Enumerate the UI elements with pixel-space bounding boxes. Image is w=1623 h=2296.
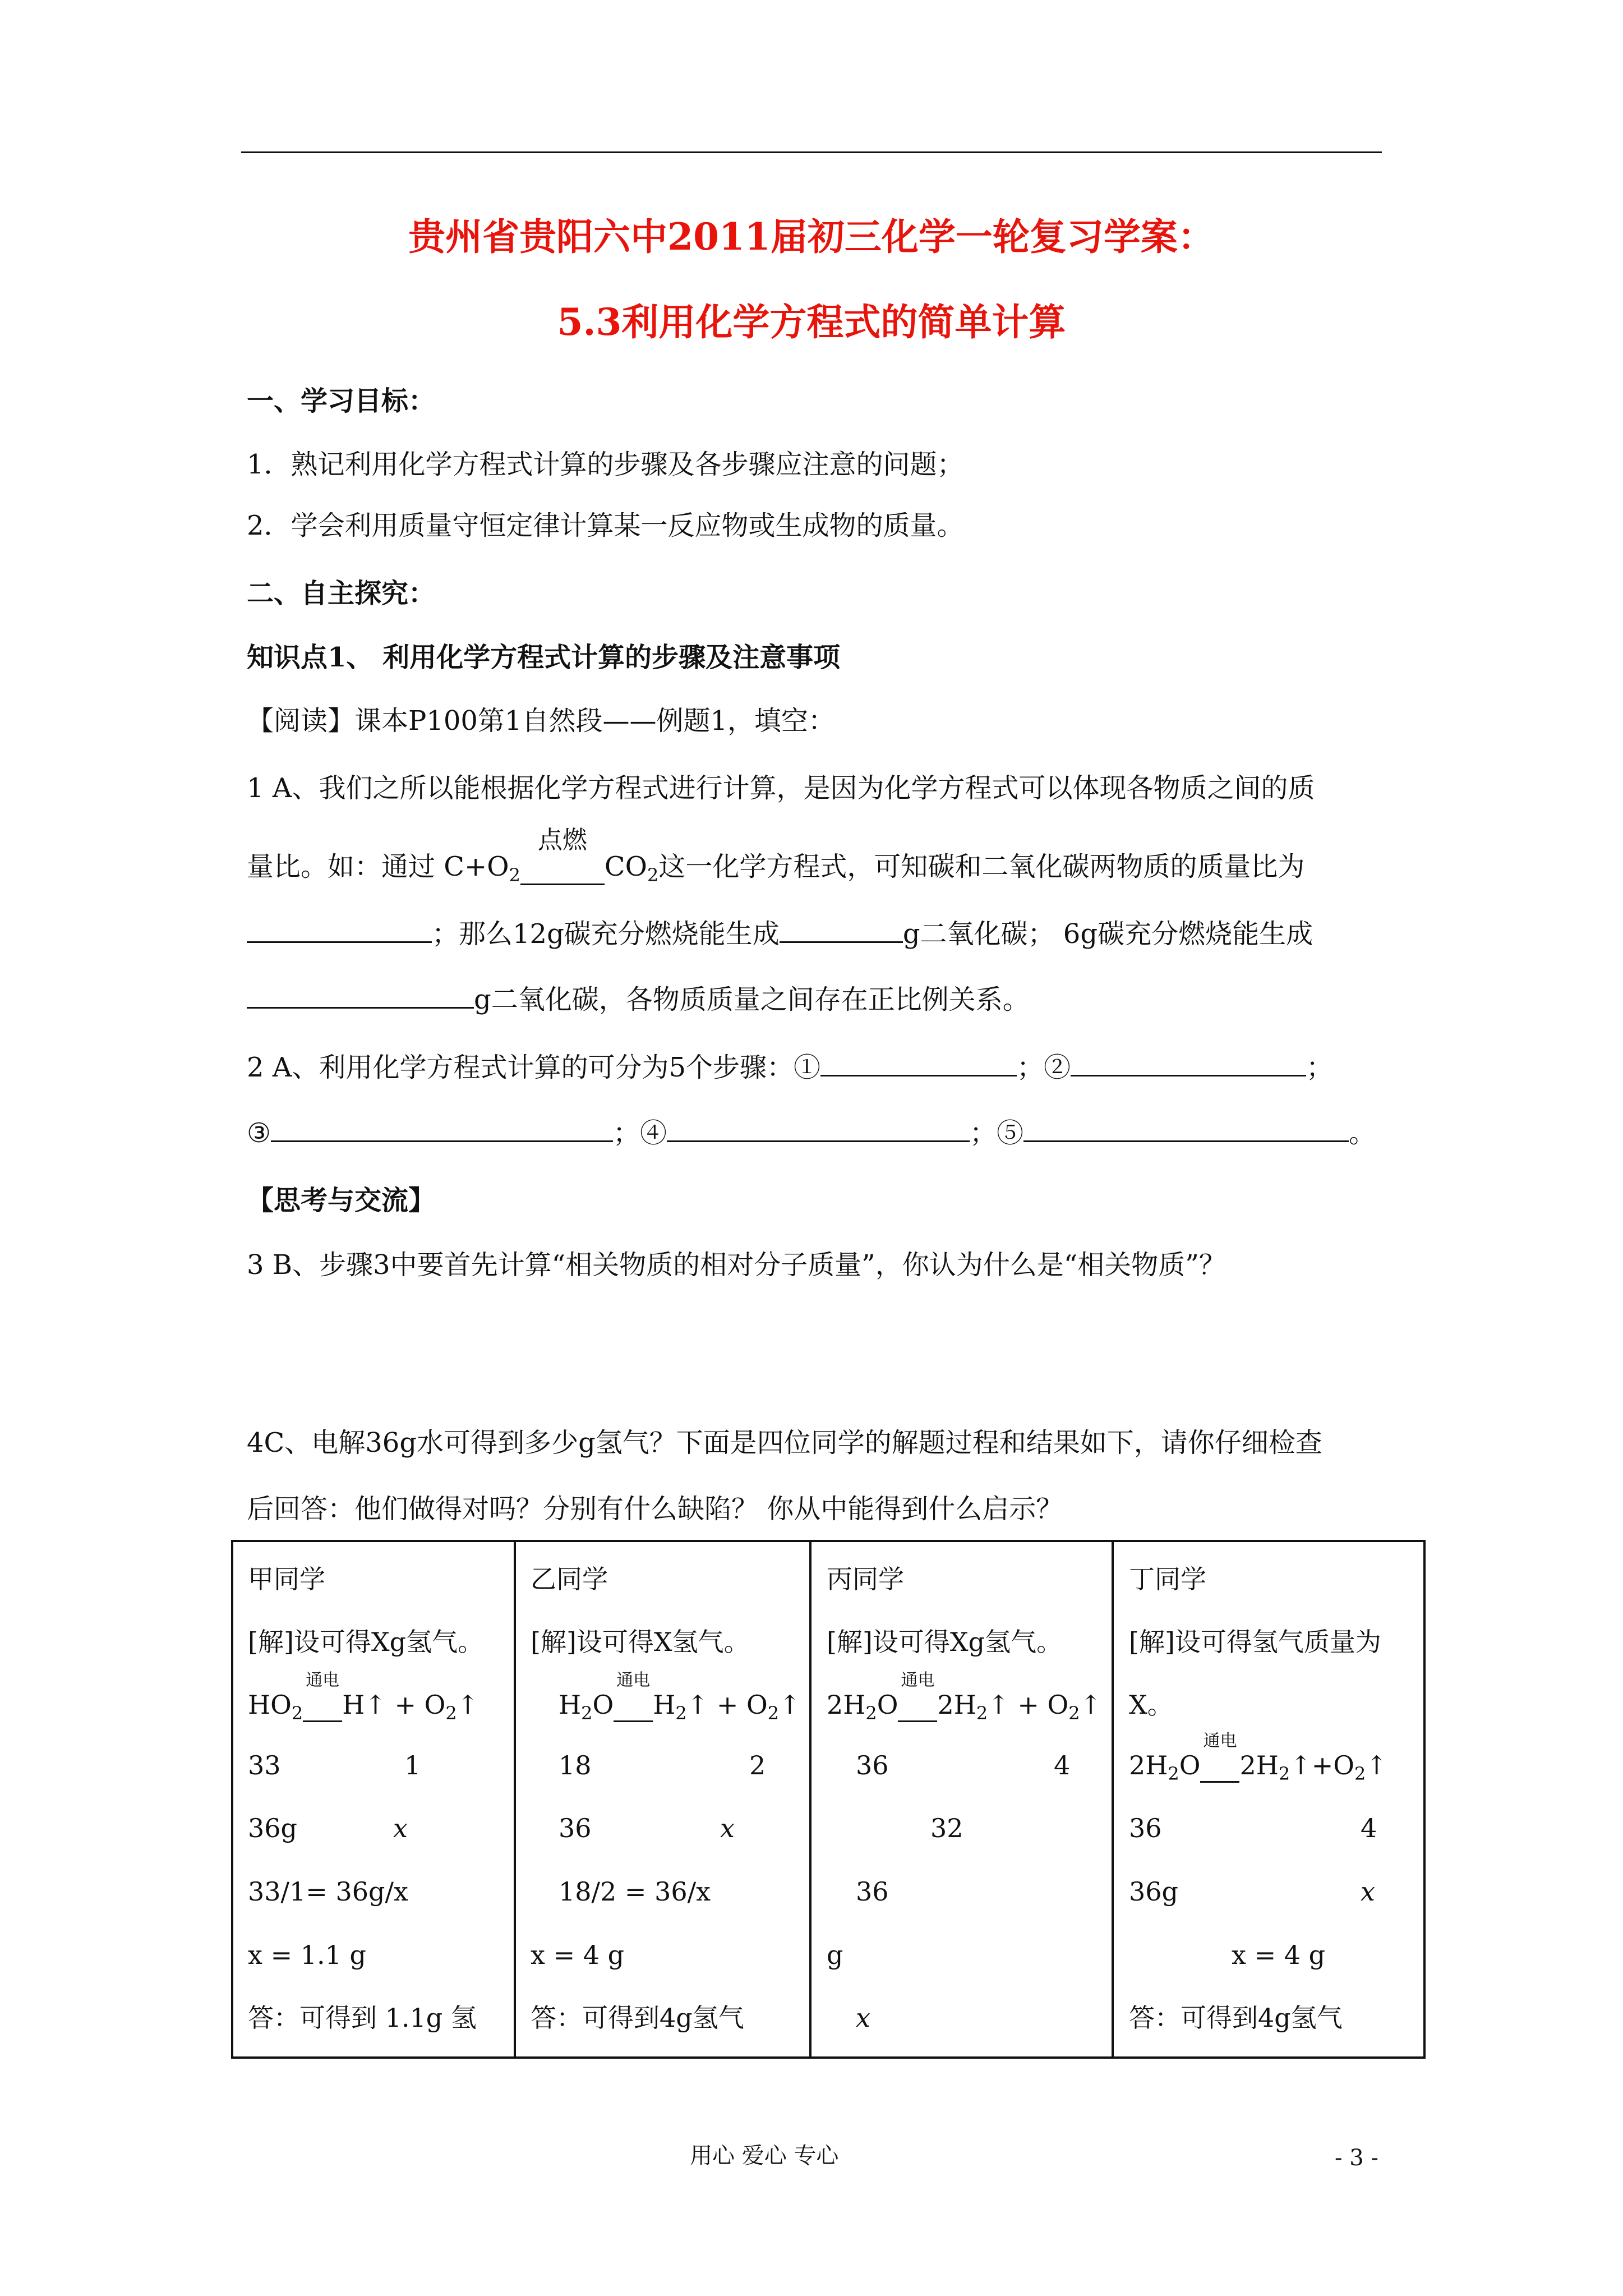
ding-r2b: x xyxy=(1361,1876,1375,1907)
ding-eq-b: O xyxy=(1179,1750,1201,1780)
bing-eq-d-sub: 2 xyxy=(1068,1703,1080,1724)
jia-r2a: 36g xyxy=(248,1813,297,1843)
q2-end-1: ； xyxy=(1306,1052,1334,1083)
q1-sub-co2: 2 xyxy=(647,864,659,886)
student-yi-name: 乙同学 xyxy=(531,1564,608,1594)
yi-eq-rhs: H xyxy=(653,1690,676,1720)
reading-instruction xyxy=(247,704,835,738)
q2-text-pre: 2 A、利用化学方程式计算的可分为5个步骤：① xyxy=(247,1052,821,1083)
question-2-line-1 xyxy=(247,1051,1333,1084)
yi-r1a: 18 xyxy=(559,1750,592,1780)
column-divider-3 xyxy=(811,1542,1114,2056)
ding-eq-a: 2H xyxy=(1129,1750,1168,1780)
student-jia-name: 甲同学 xyxy=(248,1564,325,1594)
student-yi-assume: [解]设可得X氢气。 xyxy=(531,1627,750,1657)
ding-eq-d: ↑+O xyxy=(1290,1750,1355,1780)
question-1-line-2 xyxy=(247,826,1305,892)
ding-answer: 答：可得到4g氢气 xyxy=(1129,2003,1343,2033)
jia-result: x = 1.1 g xyxy=(248,1940,366,1970)
page-subtitle: 5.3利用化学方程式的简单计算 xyxy=(557,300,1066,344)
question-2-line-2 xyxy=(247,1116,1376,1150)
jia-electrolysis-arrow xyxy=(303,1671,342,1722)
yi-eq-rhs-sub2: 2 xyxy=(767,1703,780,1724)
think-heading: 【思考与交流】 xyxy=(247,1185,436,1216)
bing-r1b: 4 xyxy=(1054,1750,1071,1780)
combustion-arrow xyxy=(520,826,605,885)
page-number: - 3 - xyxy=(1335,2145,1378,2171)
yi-r2b: x xyxy=(720,1813,735,1843)
student-jia-equation xyxy=(248,1671,479,1729)
student-ding-name: 丁同学 xyxy=(1129,1564,1206,1594)
q1-sub-o2: 2 xyxy=(509,864,520,886)
ding-eq-a-sub: 2 xyxy=(1168,1763,1179,1784)
ding-r1a: 36 xyxy=(1129,1813,1162,1843)
yi-answer: 答：可得到4g氢气 xyxy=(531,2003,744,2033)
question-3: 3 B、步骤3中要首先计算“相关物质的相对分子质量”，你认为什么是“相关物质”？ xyxy=(247,1249,1226,1281)
goal-1: 1．熟记利用化学方程式计算的步骤及各步骤应注意的问题； xyxy=(247,449,964,480)
ding-eq-tail: ↑ xyxy=(1366,1750,1387,1780)
bing-r4: g xyxy=(827,1940,843,1970)
reading-text: 【阅读】课本P100第1自然段——例题1，填空： xyxy=(247,705,835,737)
student-yi-equation xyxy=(559,1671,801,1729)
footer-motto: 用心 爱心 专心 xyxy=(690,2143,839,2169)
knowledge-point-1: 知识点1、 利用化学方程式计算的步骤及注意事项 xyxy=(247,642,841,673)
jia-eq-rhs: H↑ + O xyxy=(342,1690,446,1720)
blank-co2-6g[interactable] xyxy=(247,983,474,1009)
jia-r2b: x xyxy=(393,1813,408,1843)
yi-ratio: 18/2 = 36/x xyxy=(559,1876,711,1907)
q1-line4-post: g二氧化碳，各物质质量之间存在正比例关系。 xyxy=(474,984,1030,1015)
bing-eq-a: 2H xyxy=(827,1690,866,1720)
blank-mass-ratio[interactable] xyxy=(247,918,432,943)
student-ding-assume-2: X。 xyxy=(1129,1690,1173,1720)
yi-eq-tail: ↑ xyxy=(779,1690,801,1720)
bing-r2: 32 xyxy=(930,1813,963,1843)
q2-end-2: 。 xyxy=(1349,1117,1376,1149)
yi-condition: 通电 xyxy=(616,1671,651,1690)
question-4-line-2: 后回答：他们做得对吗？分别有什么缺陷？ 你从中能得到什么启示？ xyxy=(247,1493,1063,1525)
header-rule xyxy=(241,151,1382,153)
ding-eq-d-sub: 2 xyxy=(1354,1763,1366,1784)
jia-r1a: 33 xyxy=(248,1750,281,1780)
page-title: 贵州省贵阳六中2011届初三化学一轮复习学案： xyxy=(408,215,1215,259)
ding-eq-c: 2H xyxy=(1239,1750,1279,1780)
jia-answer: 答：可得到 1.1g 氢 xyxy=(248,2003,477,2033)
ding-eq-c-sub: 2 xyxy=(1278,1763,1290,1784)
jia-eq-lhs: HO xyxy=(248,1690,292,1720)
ding-result: x = 4 g xyxy=(1232,1940,1326,1970)
question-1-line-4 xyxy=(247,983,1030,1016)
jia-condition: 通电 xyxy=(306,1671,340,1690)
goals-heading: 一、学习目标： xyxy=(247,385,436,417)
question-1-line-3 xyxy=(247,917,1313,951)
bing-r5: x xyxy=(856,2003,870,2033)
column-divider-1 xyxy=(233,1542,516,2056)
blank-co2-12g[interactable] xyxy=(780,918,903,943)
jia-eq-rhs-sub: 2 xyxy=(445,1703,457,1724)
bing-eq-c-sub: 2 xyxy=(976,1703,988,1724)
q1-product: CO xyxy=(604,851,647,882)
blank-step-4[interactable] xyxy=(667,1117,970,1142)
yi-r1b: 2 xyxy=(749,1750,766,1780)
blank-step-3[interactable] xyxy=(271,1117,613,1142)
bing-electrolysis-arrow xyxy=(898,1671,937,1722)
q1-line3-post: g二氧化碳； 6g碳充分燃烧能生成 xyxy=(902,918,1313,950)
bing-r1a: 36 xyxy=(856,1750,889,1780)
blank-step-5[interactable] xyxy=(1023,1117,1349,1142)
combustion-condition: 点燃 xyxy=(537,826,587,854)
bing-eq-d: ↑ + O xyxy=(988,1690,1069,1720)
bing-r3: 36 xyxy=(856,1876,889,1907)
yi-r2a: 36 xyxy=(559,1813,592,1843)
yi-eq-rhs2: ↑ + O xyxy=(686,1690,768,1720)
question-1-line-1: 1 A、我们之所以能根据化学方程式进行计算，是因为化学方程式可以体现各物质之间的质 xyxy=(247,772,1315,804)
question-4-line-1: 4C、电解36g水可得到多少g氢气？下面是四位同学的解题过程和结果如下，请你仔细检查 xyxy=(247,1427,1322,1458)
student-jia-assume: [解]设可得Xg氢气。 xyxy=(248,1627,484,1657)
q2-sep-2: ；② xyxy=(1017,1052,1071,1083)
bing-eq-c: 2H xyxy=(937,1690,976,1720)
student-bing-equation xyxy=(827,1671,1102,1729)
goal-2: 2．学会利用质量守恒定律计算某一反应物或生成物的质量。 xyxy=(247,510,964,541)
yi-eq-rhs-sub: 2 xyxy=(675,1703,687,1724)
jia-ratio: 33/1= 36g/x xyxy=(248,1876,408,1907)
bing-eq-tail: ↑ xyxy=(1080,1690,1102,1720)
student-bing-assume: [解]设可得Xg氢气。 xyxy=(827,1627,1063,1657)
ding-r1b: 4 xyxy=(1361,1813,1377,1843)
jia-eq-tail: ↑ xyxy=(457,1690,479,1720)
yi-eq-lhs-sub: 2 xyxy=(581,1703,593,1724)
q1-text-post: 这一化学方程式，可知碳和二氧化碳两物质的质量比为 xyxy=(658,851,1305,882)
column-divider-2 xyxy=(516,1542,811,2056)
student-bing-name: 丙同学 xyxy=(827,1564,904,1594)
q1-line3-mid: ；那么12g碳充分燃烧能生成 xyxy=(432,918,780,950)
student-ding-assume-1: [解]设可得氢气质量为 xyxy=(1129,1627,1381,1657)
yi-result: x = 4 g xyxy=(531,1940,625,1970)
yi-eq-lhs: H xyxy=(559,1690,582,1720)
yi-eq-lhs2: O xyxy=(592,1690,614,1720)
q2-step-5-mark: ；⑤ xyxy=(970,1117,1024,1149)
student-ding-equation xyxy=(1129,1731,1387,1789)
jia-eq-lhs-sub: 2 xyxy=(291,1703,303,1724)
bing-eq-a-sub: 2 xyxy=(865,1703,877,1724)
solutions-table xyxy=(231,1540,1426,2059)
q1-text-pre: 量比。如：通过 C+O xyxy=(247,851,509,882)
bing-condition: 通电 xyxy=(901,1671,935,1690)
ding-r2a: 36g xyxy=(1129,1876,1178,1907)
q2-step-3-mark: ③ xyxy=(247,1117,271,1149)
blank-step-2[interactable] xyxy=(1071,1051,1306,1076)
ding-condition: 通电 xyxy=(1203,1731,1237,1751)
blank-step-1[interactable] xyxy=(820,1051,1017,1076)
yi-electrolysis-arrow xyxy=(614,1671,653,1722)
jia-r1b: 1 xyxy=(404,1750,421,1780)
explore-heading: 二、自主探究： xyxy=(247,578,436,609)
q2-step-4-mark: ；④ xyxy=(613,1117,667,1149)
ding-electrolysis-arrow xyxy=(1200,1731,1239,1783)
bing-eq-b: O xyxy=(877,1690,898,1720)
